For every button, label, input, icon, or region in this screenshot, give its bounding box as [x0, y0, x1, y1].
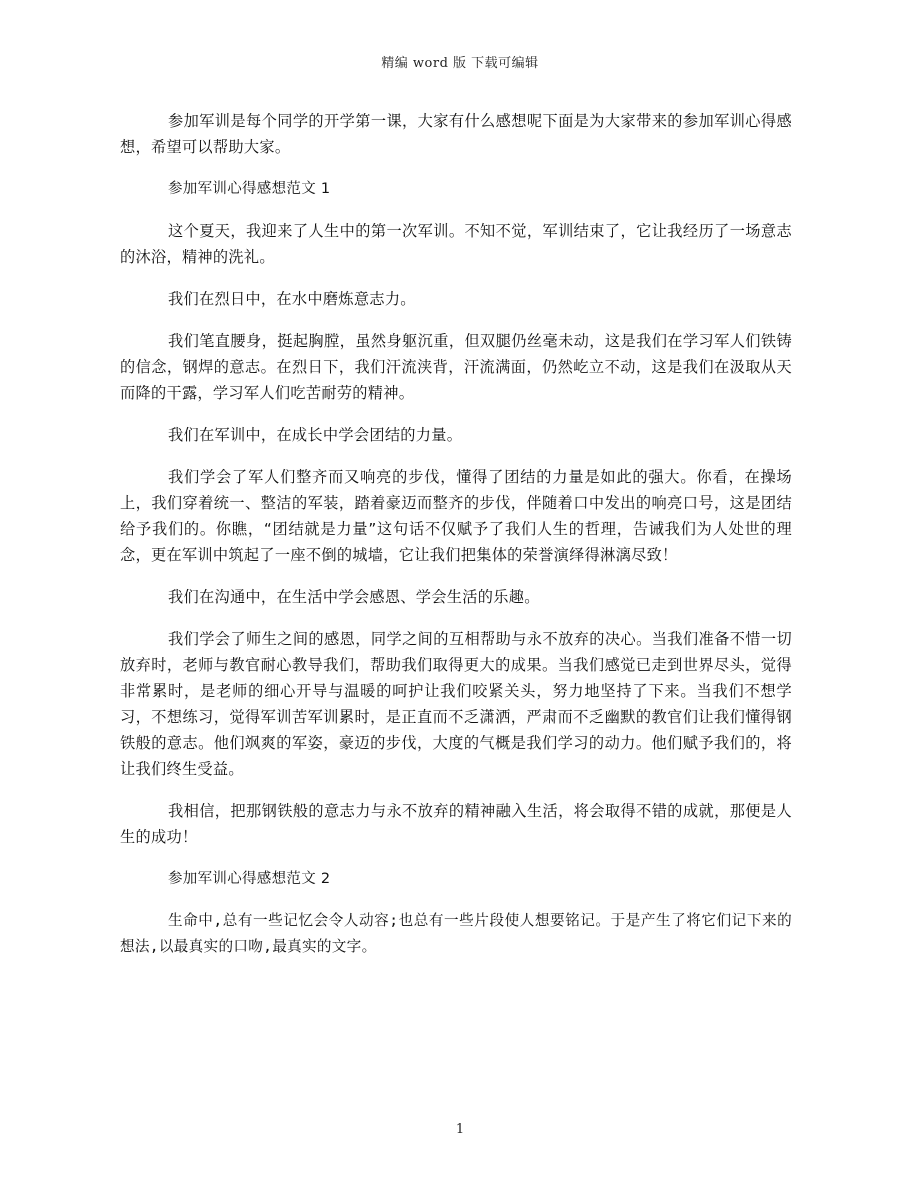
- body-paragraph: 我们学会了师生之间的感恩，同学之间的互相帮助与永不放弃的决心。当我们准备不惜一切放弃时，老师与教官耐心教导我们，帮助我们取得更大的成果。当我们感觉已走到世界尽头，觉得非常累时，是老师的细心开导与温暖的呵护让我们咬紧关头，努力地坚持了下来。当我们不想学习，不想练习，觉得军训苦军训累时，是正直而不乏潇洒，严肃而不乏幽默的教官们让我们懂得钢铁般的意志。他们飒爽的军姿，豪迈的步伐，大度的气概是我们学习的动力。他们赋予我们的，将让我们终生受益。: [120, 630, 792, 778]
- document-body: [120, 108, 792, 976]
- section-heading-1: 参加军训心得感想范文 1: [168, 181, 331, 197]
- body-paragraph: 我们在沟通中，在生活中学会感恩、学会生活的乐趣。: [168, 588, 540, 606]
- body-paragraph: 这个夏天，我迎来了人生中的第一次军训。不知不觉，军训结束了，它让我经历了一场意志的沐浴，精神的洗礼。: [120, 222, 792, 266]
- intro-paragraph: 参加军训是每个同学的开学第一课，大家有什么感想呢下面是为大家带来的参加军训心得感想，希望可以帮助大家。: [120, 112, 792, 156]
- body-paragraph: 我们学会了军人们整齐而又响亮的步伐，懂得了团结的力量是如此的强大。你看，在操场上，我们穿着统一、整洁的军装，踏着豪迈而整齐的步伐，伴随着口中发出的响亮口号，这是团结给予我们的。你瞧，“团结就是力量”这句话不仅赋予了我们人生的哲理，告诫我们为人处世的理念，更在军训中筑起了一座不倒的城墙，它让我们把集体的荣誉演绎得淋漓尽致！: [120, 468, 792, 564]
- body-paragraph: 生命中,总有一些记忆会令人动容;也总有一些片段使人想要铭记。于是产生了将它们记下来的想法,以最真实的口吻,最真实的文字。: [120, 912, 792, 955]
- page-number: 1: [455, 1122, 465, 1137]
- section-heading-2: 参加军训心得感想范文 2: [168, 871, 331, 887]
- body-paragraph: 我们在烈日中，在水中磨炼意志力。: [168, 290, 416, 308]
- body-paragraph: 我们笔直腰身，挺起胸膛，虽然身躯沉重，但双腿仍丝毫未动，这是我们在学习军人们铁铸的信念，钢焊的意志。在烈日下，我们汗流浃背，汗流满面，仍然屹立不动，这是我们在汲取从天而降的干露，学习军人们吃苦耐劳的精神。: [120, 332, 792, 402]
- body-paragraph: 我相信，把那钢铁般的意志力与永不放弃的精神融入生活，将会取得不错的成就，那便是人生的成功！: [120, 802, 792, 846]
- body-paragraph: 我们在军训中，在成长中学会团结的力量。: [168, 426, 463, 444]
- page-header: 精编 word 版 下载可编辑: [381, 56, 539, 71]
